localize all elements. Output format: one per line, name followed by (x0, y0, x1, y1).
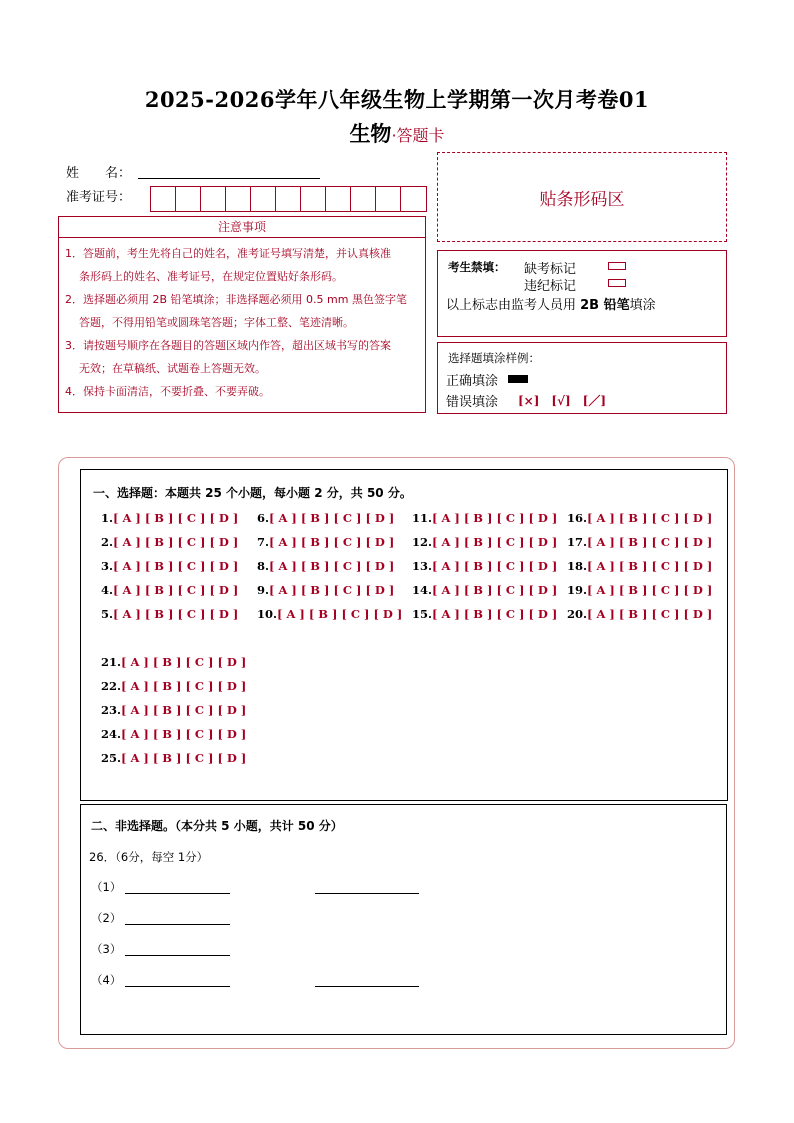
forbidden-note (446, 294, 656, 313)
question-number: 21. (101, 655, 122, 669)
answer-options[interactable]: [ A ] [ B ] [ C ] [ D ] (587, 559, 713, 573)
notice-item-line1: 3．请按题号顺序在各题目的答题区域内作答，超出区域书写的答案 (65, 339, 391, 352)
forbidden-note-post: 填涂 (629, 298, 656, 313)
answer-options[interactable]: [ A ] [ B ] [ C ] [ D ] (587, 607, 713, 621)
answer-options[interactable]: [ A ] [ B ] [ C ] [ D ] (113, 535, 239, 549)
notice-list (59, 238, 425, 403)
answer-blank[interactable] (315, 986, 419, 987)
answer-options[interactable]: [ A ] [ B ] [ C ] [ D ] (121, 727, 247, 741)
notice-item (65, 288, 419, 334)
question-26-header: 26．（6分，每空 1分） (89, 850, 209, 864)
choice-question (101, 511, 238, 525)
question-number: 2. (101, 535, 114, 549)
choice-question (101, 727, 246, 741)
fill-sample-panel (437, 342, 727, 414)
violation-mark-label: 违纪标记 (524, 279, 577, 294)
answer-options[interactable]: [ A ] [ B ] [ C ] [ D ] (121, 679, 247, 693)
question-number: 15. (412, 607, 433, 621)
choice-section-title: 一、选择题：本题共 25 个小题，每小题 2 分，共 50 分。 (93, 486, 412, 500)
question-number: 19. (567, 583, 588, 597)
question-number: 23. (101, 703, 122, 717)
id-digit-box[interactable] (326, 187, 351, 211)
id-digit-box[interactable] (376, 187, 401, 211)
notice-item-line2: 条形码上的姓名、准考证号，在规定位置贴好条形码。 (79, 270, 343, 283)
card-type: 答题卡 (396, 126, 445, 145)
non-choice-section-title: 二、非选择题。（本分共 5 小题，共计 50 分） (91, 819, 343, 833)
answer-options[interactable]: [ A ] [ B ] [ C ] [ D ] (587, 583, 713, 597)
choice-question (412, 511, 557, 525)
question-number: 13. (412, 559, 433, 573)
id-digit-box[interactable] (151, 187, 176, 211)
answer-options[interactable]: [ A ] [ B ] [ C ] [ D ] (113, 607, 239, 621)
notice-item-line1: 2．选择题必须用 2B 铅笔填涂；非选择题必须用 0.5 mm 黑色签字笔 (65, 293, 407, 306)
notice-panel (58, 216, 426, 413)
answer-card-subtitle (0, 118, 794, 148)
question-number: 4. (101, 583, 114, 597)
question-number: 6. (257, 511, 270, 525)
notice-item (65, 380, 419, 403)
forbidden-label: 考生禁填： (448, 260, 506, 274)
notice-item-line1: 4．保持卡面清洁，不要折叠、不要弄破。 (65, 385, 270, 398)
answer-options[interactable]: [ A ] [ B ] [ C ] [ D ] (587, 511, 713, 525)
answer-blank[interactable] (125, 986, 230, 987)
answer-options[interactable]: [ A ] [ B ] [ C ] [ D ] (277, 607, 403, 621)
question-number: 24. (101, 727, 122, 741)
answer-options[interactable]: [ A ] [ B ] [ C ] [ D ] (269, 511, 395, 525)
choice-question (567, 607, 712, 621)
choice-question (101, 607, 238, 621)
question-number: 10. (257, 607, 278, 621)
id-digit-box[interactable] (201, 187, 226, 211)
question-number: 8. (257, 559, 270, 573)
fill-sample-label: 选择题填涂样例： (448, 351, 540, 365)
barcode-label: 贴条形码区 (539, 189, 625, 210)
notice-item-line2: 答题，不得用铅笔或圆珠笔答题；字体工整、笔迹清晰。 (79, 316, 354, 329)
question-number: 18. (567, 559, 588, 573)
notice-heading: 注意事项 (59, 217, 425, 238)
non-choice-section (80, 804, 727, 1035)
answer-options[interactable]: [ A ] [ B ] [ C ] [ D ] (269, 559, 395, 573)
answer-options[interactable]: [ A ] [ B ] [ C ] [ D ] (121, 703, 247, 717)
choice-question (567, 583, 712, 597)
choice-question (567, 511, 712, 525)
answer-options[interactable]: [ A ] [ B ] [ C ] [ D ] (113, 511, 239, 525)
answer-options[interactable]: [ A ] [ B ] [ C ] [ D ] (113, 559, 239, 573)
absent-mark-label: 缺考标记 (524, 262, 577, 277)
id-digit-box[interactable] (401, 187, 426, 211)
choice-question (257, 559, 394, 573)
choice-question (101, 703, 246, 717)
question-number: 5. (101, 607, 114, 621)
id-digit-box[interactable] (276, 187, 301, 211)
subtitle-separator: · (391, 126, 397, 145)
notice-item-line2: 无效；在草稿纸、试题卷上答题无效。 (79, 362, 266, 375)
choice-question (257, 583, 394, 597)
forbidden-note-bold: 2B 铅笔 (580, 298, 630, 313)
choice-question (257, 511, 394, 525)
answer-options[interactable]: [ A ] [ B ] [ C ] [ D ] (432, 511, 558, 525)
answer-blank[interactable] (125, 893, 230, 894)
choice-question (412, 583, 557, 597)
id-digit-box[interactable] (176, 187, 201, 211)
barcode-area (437, 152, 727, 242)
choice-question (101, 583, 238, 597)
choice-question (567, 559, 712, 573)
name-field[interactable] (138, 178, 320, 179)
choice-question (101, 535, 238, 549)
answer-blank[interactable] (315, 893, 419, 894)
answer-options[interactable]: [ A ] [ B ] [ C ] [ D ] (432, 559, 558, 573)
exam-id-boxes[interactable] (150, 186, 427, 212)
question-number: 17. (567, 535, 588, 549)
question-number: 25. (101, 751, 122, 765)
answer-options[interactable]: [ A ] [ B ] [ C ] [ D ] (432, 583, 558, 597)
answer-options[interactable]: [ A ] [ B ] [ C ] [ D ] (269, 535, 395, 549)
id-digit-box[interactable] (226, 187, 251, 211)
question-number: 22. (101, 679, 122, 693)
question-number: 14. (412, 583, 433, 597)
question-number: 20. (567, 607, 588, 621)
answer-blank[interactable] (125, 955, 230, 956)
correct-fill-label: 正确填涂 (446, 374, 499, 389)
subject-name: 生物 (349, 121, 392, 146)
violation-mark-box[interactable] (608, 279, 626, 287)
question-number: 3. (101, 559, 114, 573)
answer-blank[interactable] (125, 924, 230, 925)
question-number: 7. (257, 535, 270, 549)
question-number: 1. (101, 511, 114, 525)
question-number: 11. (412, 511, 433, 525)
notice-item-line1: 1．答题前，考生先将自己的姓名，准考证号填写清楚，并认真核准 (65, 247, 391, 260)
answer-options[interactable]: [ A ] [ B ] [ C ] [ D ] (269, 583, 395, 597)
correct-fill-sample (508, 375, 528, 383)
blank-label: （1） (91, 880, 122, 894)
answer-options[interactable]: [ A ] [ B ] [ C ] [ D ] (587, 535, 713, 549)
answer-options[interactable]: [ A ] [ B ] [ C ] [ D ] (121, 655, 247, 669)
choice-question (412, 607, 557, 621)
question-number: 9. (257, 583, 270, 597)
id-digit-box[interactable] (351, 187, 376, 211)
blank-label: （4） (91, 973, 122, 987)
choice-question (257, 607, 402, 621)
choice-question (567, 535, 712, 549)
choice-question (412, 559, 557, 573)
choice-question (101, 559, 238, 573)
forbidden-note-pre: 以上标志由监考人员用 (446, 298, 581, 313)
answer-options[interactable]: [ A ] [ B ] [ C ] [ D ] (113, 583, 239, 597)
blank-label: （2） (91, 911, 122, 925)
name-label: 姓 名： (66, 166, 132, 181)
blank-label: （3） (91, 942, 122, 956)
wrong-fill-label: 错误填涂 (446, 395, 499, 410)
choice-question (101, 655, 246, 669)
answer-options[interactable]: [ A ] [ B ] [ C ] [ D ] (432, 607, 558, 621)
notice-item (65, 334, 419, 380)
question-number: 16. (567, 511, 588, 525)
notice-item (65, 242, 419, 288)
choice-question (412, 535, 557, 549)
answer-options[interactable]: [ A ] [ B ] [ C ] [ D ] (121, 751, 247, 765)
id-digit-box[interactable] (251, 187, 276, 211)
examinee-forbidden-panel (437, 250, 727, 337)
choice-section (80, 469, 728, 801)
choice-question (257, 535, 394, 549)
wrong-fill-samples: [×] [√] [／] (518, 394, 607, 408)
id-label: 准考证号： (66, 190, 132, 205)
exam-title: 2025-2026学年八年级生物上学期第一次月考卷01 (144, 87, 650, 112)
choice-question (101, 679, 246, 693)
id-digit-box[interactable] (301, 187, 326, 211)
question-number: 12. (412, 535, 433, 549)
choice-question (101, 751, 246, 765)
absent-mark-box[interactable] (608, 262, 626, 270)
answer-options[interactable]: [ A ] [ B ] [ C ] [ D ] (432, 535, 558, 549)
